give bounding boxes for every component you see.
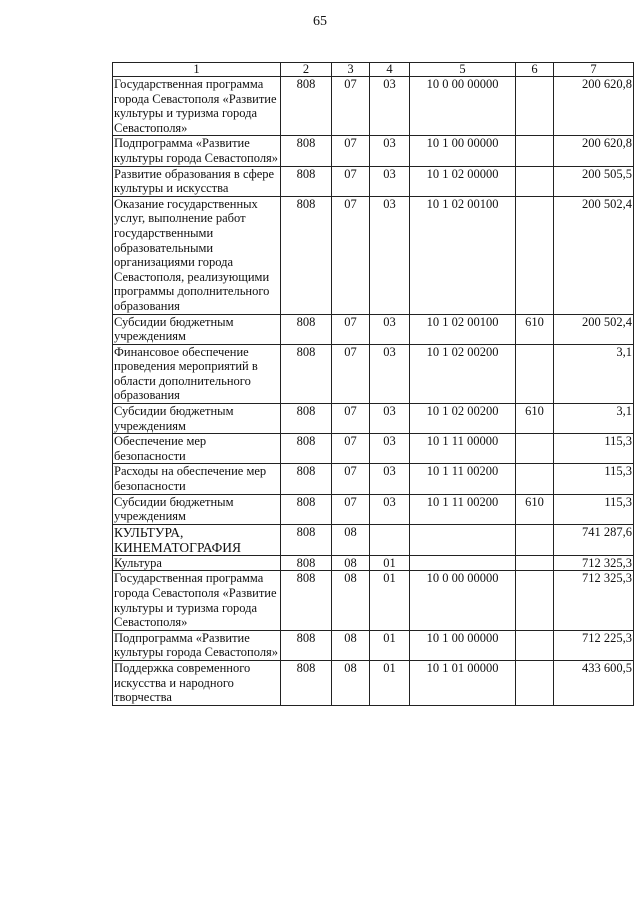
- table-row: [113, 660, 634, 705]
- row-ministry-code: 808: [281, 196, 332, 314]
- table-body: [113, 77, 634, 706]
- row-target-code: 10 1 11 00200: [410, 464, 516, 494]
- table-row: [113, 77, 634, 136]
- row-ministry-code: 808: [281, 434, 332, 464]
- table-row: [113, 166, 634, 196]
- table-row: [113, 344, 634, 403]
- row-expense-type: [516, 555, 554, 571]
- row-target-code: 10 1 11 00000: [410, 434, 516, 464]
- row-expense-type: [516, 136, 554, 166]
- table-header-row: [113, 63, 634, 77]
- row-amount: 200 502,4: [554, 196, 634, 314]
- row-name: Культура: [113, 555, 281, 571]
- row-ministry-code: 808: [281, 630, 332, 660]
- row-subsection-code: 03: [370, 314, 410, 344]
- col-header-5: 5: [410, 63, 516, 77]
- row-expense-type: 610: [516, 404, 554, 434]
- row-ministry-code: 808: [281, 660, 332, 705]
- row-subsection-code: 03: [370, 344, 410, 403]
- row-expense-type: [516, 630, 554, 660]
- row-amount: 712 325,3: [554, 555, 634, 571]
- row-subsection-code: 03: [370, 494, 410, 524]
- row-expense-type: [516, 464, 554, 494]
- row-expense-type: [516, 571, 554, 630]
- table-row: [113, 494, 634, 524]
- row-section-code: 08: [332, 571, 370, 630]
- row-section-code: 07: [332, 434, 370, 464]
- col-header-3: 3: [332, 63, 370, 77]
- row-subsection-code: 03: [370, 464, 410, 494]
- row-subsection-code: 03: [370, 196, 410, 314]
- row-ministry-code: 808: [281, 404, 332, 434]
- table-row: [113, 434, 634, 464]
- row-target-code: [410, 555, 516, 571]
- row-target-code: 10 1 00 00000: [410, 630, 516, 660]
- col-header-4: 4: [370, 63, 410, 77]
- row-name: Субсидии бюджетным учреждениям: [113, 404, 281, 434]
- row-section-code: 07: [332, 404, 370, 434]
- row-name: Подпрограмма «Развитие культуры города Севастополя»: [113, 630, 281, 660]
- row-section-code: 07: [332, 464, 370, 494]
- row-target-code: 10 1 11 00200: [410, 494, 516, 524]
- row-section-code: 08: [332, 630, 370, 660]
- row-section-code: 08: [332, 660, 370, 705]
- row-amount: 3,1: [554, 344, 634, 403]
- row-expense-type: [516, 434, 554, 464]
- row-name: Поддержка современного искусства и народного творчества: [113, 660, 281, 705]
- table-row: [113, 314, 634, 344]
- row-subsection-code: 01: [370, 660, 410, 705]
- row-expense-type: [516, 524, 554, 555]
- row-name: Оказание государственных услуг, выполнение работ государственными образовательными организациями города Севастополя, реализующими программы дополнительного образования: [113, 196, 281, 314]
- row-expense-type: [516, 660, 554, 705]
- row-subsection-code: [370, 524, 410, 555]
- row-name: Субсидии бюджетным учреждениям: [113, 494, 281, 524]
- row-name: Государственная программа города Севастополя «Развитие культуры и туризма города Севастополя»: [113, 77, 281, 136]
- table-row: [113, 404, 634, 434]
- table-row: [113, 196, 634, 314]
- row-target-code: [410, 524, 516, 555]
- row-section-code: 07: [332, 314, 370, 344]
- row-target-code: 10 1 01 00000: [410, 660, 516, 705]
- budget-table: [112, 62, 634, 706]
- row-ministry-code: 808: [281, 494, 332, 524]
- row-subsection-code: 03: [370, 77, 410, 136]
- row-amount: 115,3: [554, 494, 634, 524]
- row-subsection-code: 01: [370, 555, 410, 571]
- row-expense-type: [516, 196, 554, 314]
- table-row: [113, 464, 634, 494]
- row-amount: 200 502,4: [554, 314, 634, 344]
- row-subsection-code: 03: [370, 136, 410, 166]
- table-row: [113, 524, 634, 555]
- row-ministry-code: 808: [281, 344, 332, 403]
- row-amount: 3,1: [554, 404, 634, 434]
- row-section-code: 08: [332, 555, 370, 571]
- row-section-code: 07: [332, 344, 370, 403]
- row-subsection-code: 03: [370, 434, 410, 464]
- row-section-code: 07: [332, 77, 370, 136]
- row-ministry-code: 808: [281, 314, 332, 344]
- row-amount: 115,3: [554, 464, 634, 494]
- row-amount: 712 325,3: [554, 571, 634, 630]
- row-target-code: 10 1 02 00100: [410, 314, 516, 344]
- row-target-code: 10 1 02 00200: [410, 404, 516, 434]
- row-target-code: 10 1 02 00000: [410, 166, 516, 196]
- row-subsection-code: 01: [370, 630, 410, 660]
- row-ministry-code: 808: [281, 524, 332, 555]
- row-name: Подпрограмма «Развитие культуры города Севастополя»: [113, 136, 281, 166]
- row-name: Расходы на обеспечение мер безопасности: [113, 464, 281, 494]
- row-ministry-code: 808: [281, 555, 332, 571]
- row-amount: 115,3: [554, 434, 634, 464]
- table-row: [113, 571, 634, 630]
- page-number: 65: [313, 14, 327, 29]
- row-section-code: 08: [332, 524, 370, 555]
- table-row: [113, 555, 634, 571]
- col-header-7: 7: [554, 63, 634, 77]
- row-ministry-code: 808: [281, 166, 332, 196]
- table-row: [113, 136, 634, 166]
- row-name: Обеспечение мер безопасности: [113, 434, 281, 464]
- row-target-code: 10 1 00 00000: [410, 136, 516, 166]
- row-expense-type: [516, 166, 554, 196]
- row-amount: 200 620,8: [554, 77, 634, 136]
- row-subsection-code: 03: [370, 404, 410, 434]
- row-amount: 712 225,3: [554, 630, 634, 660]
- row-section-code: 07: [332, 494, 370, 524]
- col-header-1: 1: [113, 63, 281, 77]
- row-ministry-code: 808: [281, 571, 332, 630]
- col-header-6: 6: [516, 63, 554, 77]
- row-amount: 200 620,8: [554, 136, 634, 166]
- row-subsection-code: 03: [370, 166, 410, 196]
- row-amount: 741 287,6: [554, 524, 634, 555]
- row-expense-type: [516, 344, 554, 403]
- row-name: Субсидии бюджетным учреждениям: [113, 314, 281, 344]
- row-ministry-code: 808: [281, 136, 332, 166]
- table-row: [113, 630, 634, 660]
- row-ministry-code: 808: [281, 464, 332, 494]
- row-expense-type: 610: [516, 314, 554, 344]
- row-name: Финансовое обеспечение проведения мероприятий в области дополнительного образования: [113, 344, 281, 403]
- row-name: Развитие образования в сфере культуры и искусства: [113, 166, 281, 196]
- row-ministry-code: 808: [281, 77, 332, 136]
- row-expense-type: 610: [516, 494, 554, 524]
- row-target-code: 10 1 02 00100: [410, 196, 516, 314]
- row-section-code: 07: [332, 136, 370, 166]
- row-amount: 433 600,5: [554, 660, 634, 705]
- row-expense-type: [516, 77, 554, 136]
- col-header-2: 2: [281, 63, 332, 77]
- row-name: КУЛЬТУРА, КИНЕМАТОГРАФИЯ: [113, 524, 281, 555]
- row-section-code: 07: [332, 166, 370, 196]
- row-target-code: 10 0 00 00000: [410, 571, 516, 630]
- row-section-code: 07: [332, 196, 370, 314]
- row-subsection-code: 01: [370, 571, 410, 630]
- row-amount: 200 505,5: [554, 166, 634, 196]
- row-target-code: 10 1 02 00200: [410, 344, 516, 403]
- row-target-code: 10 0 00 00000: [410, 77, 516, 136]
- row-name: Государственная программа города Севастополя «Развитие культуры и туризма города Севастополя»: [113, 571, 281, 630]
